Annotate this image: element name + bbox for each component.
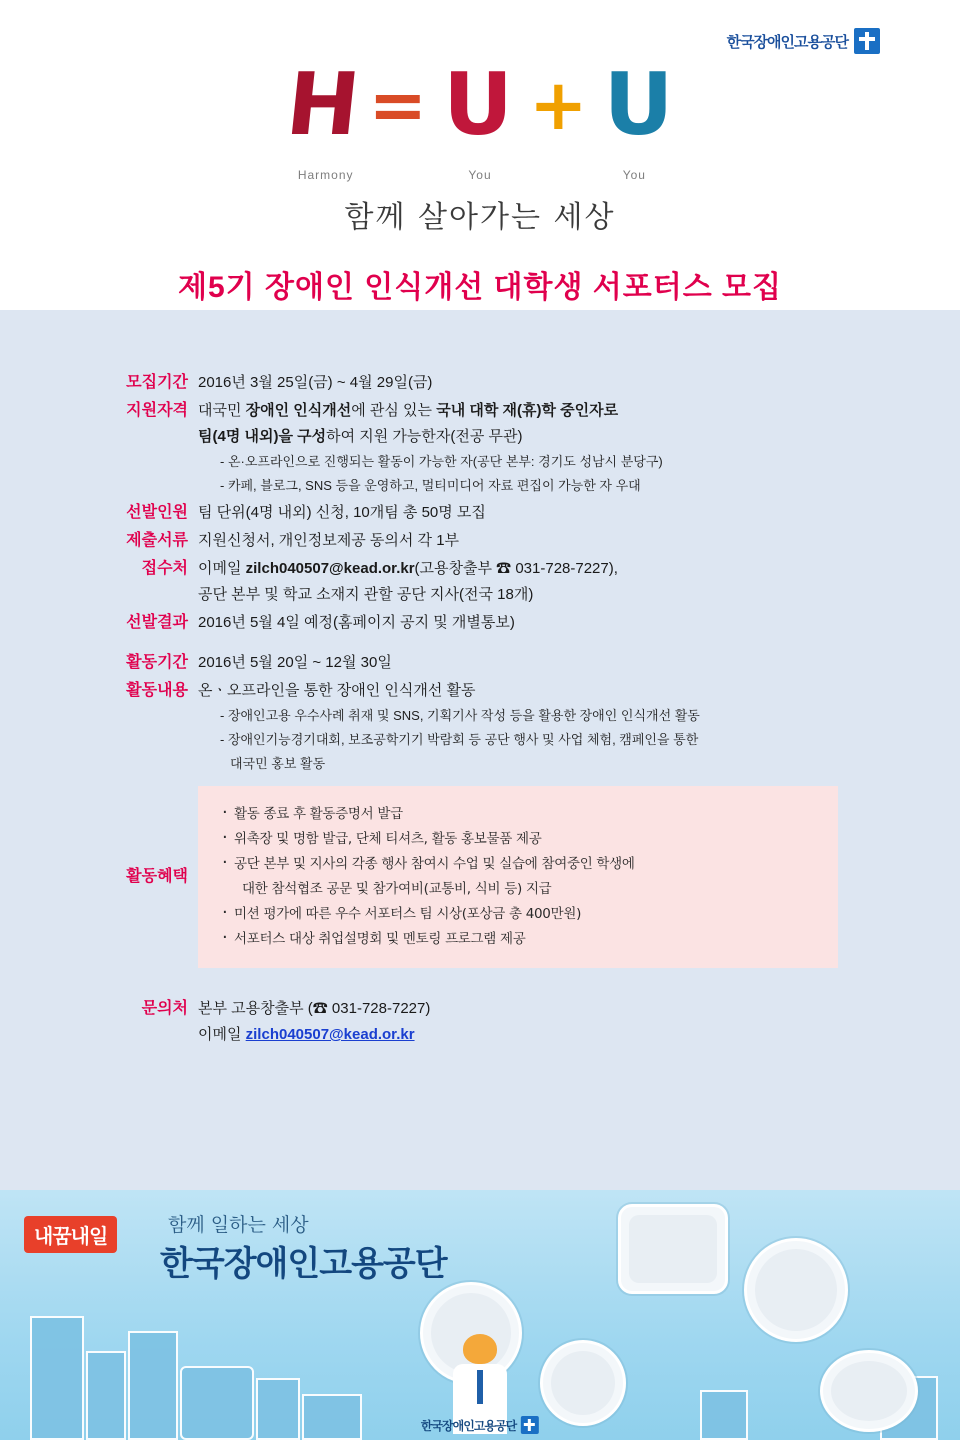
illustration-bubble [540,1340,626,1426]
field-benefits-label: 활동혜택 [126,868,188,885]
building-shape [128,1331,178,1440]
banner-footer-logo-text: 한국장애인고용공단 [420,1418,517,1433]
field-period-label: 모집기간 [126,374,188,391]
field-result [88,610,890,636]
illustration-bubble [744,1238,848,1342]
activity-sub-2: - 장애인기능경기대회, 보조공학기기 박람회 등 공단 행사 및 사업 체험, 캠페인을 통한 [220,732,699,747]
banner-footer-logo [421,1416,539,1434]
hero-glyph-u-second: U [603,55,674,155]
qualification-sub-1: - 온·오프라인으로 진행되는 활동이 가능한 자(공단 본부: 경기도 성남시 분당구) [220,454,663,469]
field-activity-content [88,678,890,776]
application-text-prefix: 이메일 [198,560,246,577]
banner-footer-logo-mark-icon [521,1416,539,1434]
field-contact-value [198,996,430,1048]
field-qualification-label: 지원자격 [126,402,188,419]
contact-line-1: 본부 고용창출부 (☎ 031-728-7227) [198,1000,431,1017]
field-benefits [88,786,890,968]
building-shape [30,1316,84,1440]
qualification-text-1b: 장애인 인식개선 [245,402,352,419]
benefit-item [220,827,816,852]
field-period-value: 2016년 3월 25일(금) ~ 4월 29일(금) [198,374,433,391]
bubble-inner [629,1215,717,1283]
qualification-text-1a: 대국민 [198,402,246,419]
poster-footer-banner [0,1190,960,1440]
kead-logo-mark-icon [854,28,880,54]
building-shape [256,1378,300,1440]
hero-labels [0,168,960,182]
field-contact [88,996,890,1048]
qualification-sub-2: - 카페, 블로그, SNS 등을 운영하고, 멀티미디어 자료 편집이 가능한 자 우대 [220,478,641,493]
application-line-1 [198,556,618,582]
contact-email-prefix: 이메일 [198,1026,246,1043]
qualification-text-1c: 에 관심 있는 [351,402,437,419]
field-result-value: 2016년 5월 4일 예정(홈페이지 공지 및 개별통보) [198,614,515,631]
hero-slogan: 함께 살아가는 세상 [344,200,616,235]
field-selection-count [88,500,890,526]
field-activity-content-label: 활동내용 [126,682,188,699]
field-documents [88,528,890,554]
contact-line-2 [198,1022,430,1048]
hero-label-harmony: Harmony [297,168,354,182]
section-spacer [88,638,890,650]
person-head [463,1334,497,1364]
benefit-item-text-cont: 대한 참석협조 공문 및 참가여비(교통비, 식비 등) 지급 [242,881,552,897]
benefit-item-text: 미션 평가에 따른 우수 서포터스 팀 시상(포상금 총 400만원) [234,906,582,922]
field-selection-count-value: 팀 단위(4명 내외) 신청, 10개팀 총 50명 모집 [198,504,486,521]
field-selection-count-label: 선발인원 [126,504,188,521]
field-contact-label: 문의처 [141,1000,188,1017]
application-line-2: 공단 본부 및 학교 소재지 관할 공단 지사(전국 18개) [198,586,534,603]
field-qualification-value [198,398,663,498]
bubble-inner [551,1351,615,1415]
hero-glyph-h: H [281,55,358,155]
poster-header [0,0,960,310]
hero-graphic [0,55,960,155]
building-shape [302,1394,362,1440]
page-title: 제5기 장애인 인식개선 대학생 서포터스 모집 [178,271,782,304]
banner-slogan: 함께 일하는 세상 [168,1214,309,1236]
field-application [88,556,890,608]
activity-sub-1: - 장애인고용 우수사례 취재 및 SNS, 기획기사 작성 등을 활용한 장애인 인식개선 활동 [220,708,700,723]
benefit-item-text: 서포터스 대상 취업설명회 및 멘토링 프로그램 제공 [234,931,526,947]
benefit-item-text: 공단 본부 및 지사의 각종 행사 참여시 수업 및 실습에 참여중인 학생에 [234,856,635,872]
benefits-box [198,786,838,968]
hero-glyph-plus: + [528,64,588,146]
banner-title: 한국장애인고용공단 [160,1245,447,1283]
bubble-inner [755,1249,837,1331]
person-tie [477,1370,483,1404]
kead-logo-text: 한국장애인고용공단 [726,33,848,51]
benefit-item [220,927,816,952]
hero-glyph-equals: = [368,64,428,146]
bubble-inner [831,1361,907,1421]
content-wrapper [0,370,960,1048]
banner-badge: 내꿈내일 [24,1216,117,1253]
hero-glyph-u-first: U [443,55,513,155]
field-activity-period-label: 활동기간 [126,654,188,671]
field-activity-period-value: 2016년 5월 20일 ~ 12월 30일 [198,654,392,671]
field-application-value [198,556,618,608]
field-documents-label: 제출서류 [126,532,188,549]
hero-label-you-second: You [622,168,646,182]
qualification-text-1d: 국내 대학 재(휴)학 중인자로 [436,402,619,419]
building-shape [180,1366,254,1440]
qualification-line-1 [198,398,663,424]
poster-body [0,310,960,1190]
activity-sub-2-cont: 대국민 홍보 활동 [230,756,326,771]
benefit-item-text: 위촉장 및 명함 발급, 단체 티셔츠, 활동 홍보물품 제공 [234,831,542,847]
benefit-item [220,902,816,927]
field-activity-period [88,650,890,676]
kead-logo [727,28,880,54]
contact-email-link[interactable]: zilch040507@kead.or.kr [245,1026,415,1043]
field-result-label: 선발결과 [126,614,188,631]
field-qualification [88,398,890,498]
application-text-suffix: (고용창출부 ☎ 031-728-7227), [414,560,618,577]
benefit-item [220,802,816,827]
qualification-line-2 [198,424,663,450]
hero-label-you-first: You [468,168,492,182]
illustration-bubble [820,1350,918,1432]
field-documents-value: 지원신청서, 개인정보제공 동의서 각 1부 [198,532,460,549]
building-shape [700,1390,748,1440]
qualification-text-2b: 하여 지원 가능한자(전공 무관) [326,428,523,445]
field-period [88,370,890,396]
building-shape [86,1351,126,1440]
qualification-text-2a: 팀(4명 내외)을 구성 [198,428,327,445]
activity-content-main: 온ㆍ오프라인을 통한 장애인 인식개선 활동 [198,682,476,699]
field-activity-content-value [198,678,700,776]
benefit-item-text: 활동 종료 후 활동증명서 발급 [234,806,403,822]
field-application-label: 접수처 [141,560,188,577]
benefit-item [220,852,816,902]
illustration-bubble [618,1204,728,1294]
application-email: zilch040507@kead.or.kr [245,560,415,577]
